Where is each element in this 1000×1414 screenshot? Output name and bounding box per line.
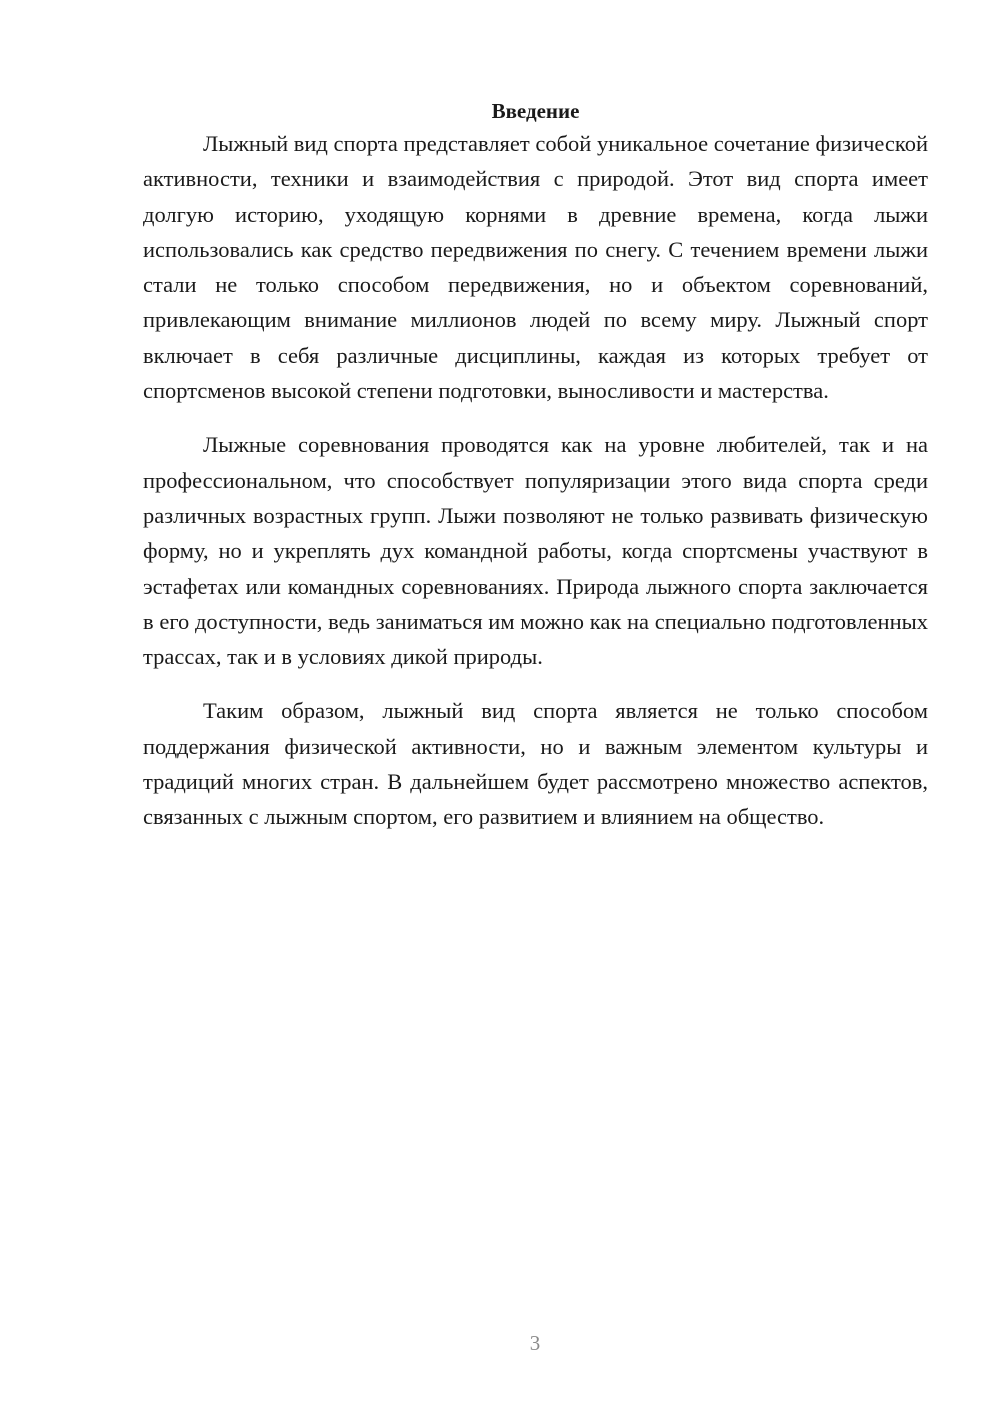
- page-number: 3: [529, 1331, 541, 1355]
- page-content: [143, 92, 928, 854]
- section-title: Введение: [491, 99, 580, 123]
- paragraph-3: Таким образом, лыжный вид спорта является не только способом поддержания физической активности, но и важным элементом культуры и традиций многих стран. В дальнейшем будет рассмотрено множество аспектов, связанных с лыжным спортом, его развитием и влиянием на общество.: [143, 698, 928, 830]
- paragraph-2: Лыжные соревнования проводятся как на уровне любителей, так и на профессиональном, что способствует популяризации этого вида спорта среди различных возрастных групп. Лыжи позволяют не только развивать физическую форму, но и укреплять дух командной работы, когда спортсмены участвуют в эстафетах или командных соревнованиях. Природа лыжного спорта заключается в его доступности, ведь заниматься им можно как на специально подготовленных трассах, так и в условиях дикой природы.: [143, 432, 928, 670]
- paragraph-1: Лыжный вид спорта представляет собой уникальное сочетание физической активности, техники и взаимодействия с природой. Этот вид спорта имеет долгую историю, уходящую корнями в древние времена, когда лыжи использовались как средство передвижения по снегу. С течением времени лыжи стали не только способом передвижения, но и объектом соревнований, привлекающим внимание миллионов людей по всему миру. Лыжный спорт включает в себя различные дисциплины, каждая из которых требует от спортсменов высокой степени подготовки, выносливости и мастерства.: [143, 131, 928, 404]
